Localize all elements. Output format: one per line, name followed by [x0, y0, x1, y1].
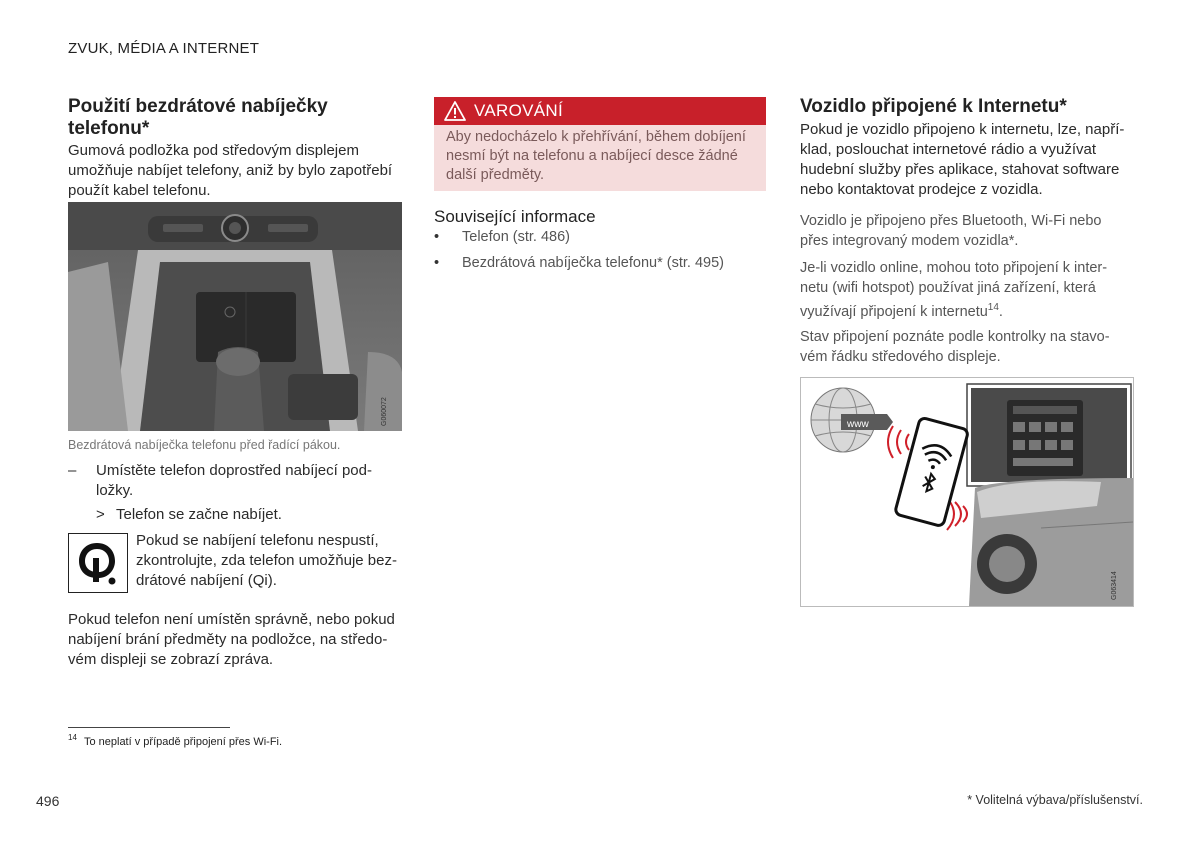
warning-body — [434, 125, 766, 191]
warning-header — [434, 97, 766, 125]
step-result: Telefon se začne nabíjet. — [116, 506, 282, 523]
heading-line: telefonu* — [68, 118, 150, 139]
qi-note — [136, 531, 401, 591]
text-line: přes integrovaný modem vozidla*. — [800, 233, 1019, 249]
list-item[interactable] — [434, 253, 769, 273]
text-line: Stav připojení poznáte podle kontrolky na stavo- — [800, 329, 1110, 345]
footnote — [68, 733, 282, 748]
result-marker: > — [96, 506, 105, 523]
page-number: 496 — [36, 793, 60, 809]
text-line: zkontrolujte, zda telefon umožňuje bez- — [136, 552, 397, 569]
footnote-ref[interactable]: 14 — [987, 302, 999, 313]
text-fragment: využívají připojení k internetu — [800, 303, 988, 320]
phone-icon — [894, 417, 968, 527]
list-item[interactable] — [434, 227, 769, 247]
text-line: Vozidlo je připojeno přes Bluetooth, Wi-Fi nebo — [800, 213, 1102, 229]
text-line: umožňuje nabíjet telefony, aniž by bylo zapotřebí — [68, 162, 393, 179]
text-line: drátové nabíjení (Qi). — [136, 572, 277, 589]
text-line: klad, poslouchat internetové rádio a využívat — [800, 141, 1097, 158]
heading-line: Použití bezdrátové nabíječky — [68, 96, 328, 117]
text-fragment: . — [998, 303, 1003, 320]
status-indicator-info — [800, 327, 1135, 367]
text-line: Je-li vozidlo online, mohou toto připojení k inter- — [800, 260, 1108, 276]
wireless-charger-photo — [68, 202, 402, 431]
warning-title: VAROVÁNÍ — [474, 101, 563, 120]
text-line: vém řádku středového displeje. — [800, 349, 1001, 365]
text-line: použít kabel telefonu. — [68, 182, 211, 199]
text-line: netu (wifi hotspot) používat jiná zařízení, která — [800, 280, 1096, 296]
globe-label: www — [847, 419, 869, 430]
internet-heading: Vozidlo připojené k Internetu* — [800, 96, 1067, 117]
bullet-symbol: • — [434, 229, 440, 245]
text-line: vém displeji se zobrazí zpráva. — [68, 651, 274, 668]
text-line — [800, 298, 1135, 322]
related-link[interactable]: Bezdrátová nabíječka telefonu* (str. 495) — [462, 255, 724, 271]
text-line: Pokud se nabíjení telefonu nespustí, — [136, 532, 379, 549]
connectivity-illustration — [800, 377, 1134, 607]
image-code: G063414 — [1111, 571, 1118, 600]
bullet-symbol: • — [434, 255, 440, 271]
instruction-step — [68, 461, 403, 525]
step-dash: – — [68, 462, 77, 479]
footnote-marker: 14 — [68, 733, 77, 742]
related-info-list — [434, 227, 769, 279]
qi-icon — [69, 534, 126, 591]
hotspot-info — [800, 258, 1135, 322]
footnote-text: To neplatí v případě připojení přes Wi-Fi. — [83, 735, 283, 748]
optional-equipment-note: * Volitelná výbava/příslušenství. — [967, 793, 1143, 807]
text-line: další předměty. — [446, 167, 545, 183]
text-line: Aby nedocházelo k přehřívání, během dobíjení — [446, 129, 746, 145]
text-line: nabíjení brání předměty na podložce, na středo- — [68, 631, 388, 648]
qi-logo — [68, 533, 128, 593]
related-link[interactable]: Telefon (str. 486) — [462, 229, 570, 245]
wireless-charger-heading — [68, 96, 403, 140]
text-line: Pokud je vozidlo připojeno k internetu, lze, napří- — [800, 121, 1125, 138]
text-line: Pokud telefon není umístěn správně, nebo pokud — [68, 611, 395, 628]
warning-triangle-icon — [444, 101, 466, 121]
related-info-title: Související informace — [434, 207, 596, 226]
wireless-charger-intro — [68, 141, 403, 201]
text-line: nebo kontaktovat prodejce z vozidla. — [800, 181, 1043, 198]
text-line: ložky. — [96, 482, 134, 499]
section-header: ZVUK, MÉDIA A INTERNET — [68, 40, 260, 57]
text-line: Gumová podložka pod středovým displejem — [68, 142, 359, 159]
image-code: G060072 — [381, 397, 388, 426]
internet-intro — [800, 120, 1135, 200]
footnote-divider — [68, 727, 230, 728]
photo-caption: Bezdrátová nabíječka telefonu před řadící pákou. — [68, 438, 341, 452]
misplacement-note — [68, 610, 403, 670]
text-line: Umístěte telefon doprostřed nabíjecí pod- — [96, 462, 372, 479]
text-line: nesmí být na telefonu a nabíjecí desce žádné — [446, 148, 738, 164]
connection-methods — [800, 211, 1135, 251]
text-line: hudební služby přes aplikace, stahovat software — [800, 161, 1120, 178]
